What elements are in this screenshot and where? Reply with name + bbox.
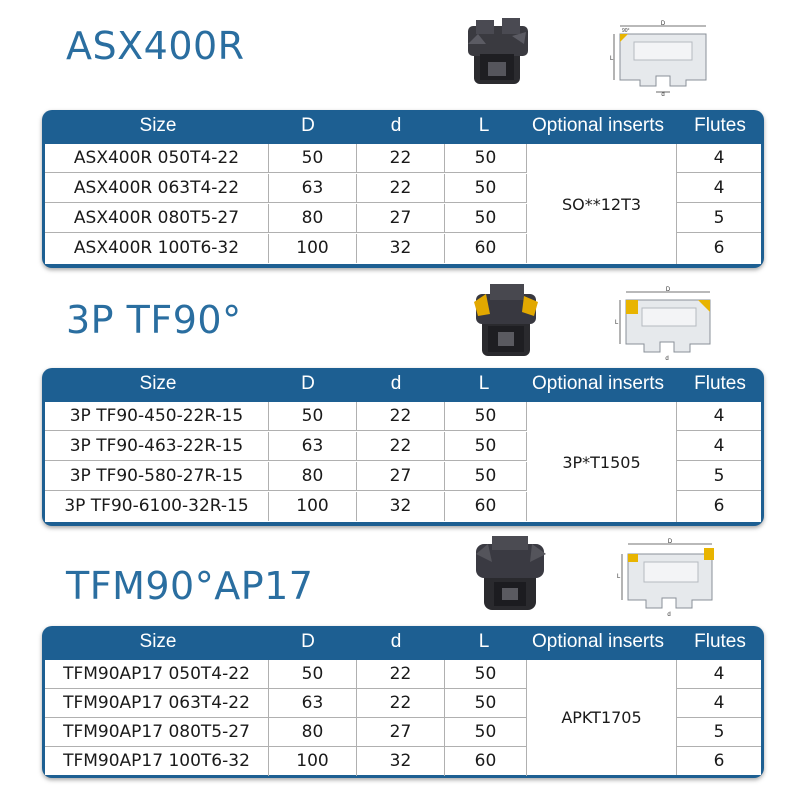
- cell-D: 50: [269, 144, 357, 173]
- table-body: [45, 402, 761, 522]
- spec-table: [42, 368, 764, 526]
- cutter-head-image: [462, 14, 536, 90]
- spec-table: [42, 626, 764, 778]
- cell-flutes: 4: [677, 402, 761, 431]
- cell-L: 50: [445, 402, 527, 431]
- table-body: [45, 660, 761, 775]
- dimension-diagram: [612, 284, 722, 362]
- cell-L: 60: [445, 492, 527, 521]
- diagram-label-L: L: [617, 574, 621, 580]
- col-header-inserts: Optional inserts: [531, 631, 664, 652]
- cell-d: 27: [357, 462, 445, 491]
- col-header-D: D: [301, 631, 315, 652]
- col-header-D: D: [301, 373, 315, 394]
- cell-size: 3P TF90-580-27R-15: [45, 462, 269, 491]
- dimension-diagram: [606, 20, 718, 96]
- cell-size: TFM90AP17 063T4-22: [45, 689, 269, 718]
- col-header-L: L: [478, 373, 490, 394]
- col-header-flutes: Flutes: [694, 373, 746, 394]
- col-header-d: d: [390, 115, 402, 136]
- cell-optional-inserts: 3P*T1505: [527, 402, 677, 522]
- cell-L: 50: [445, 689, 527, 718]
- cell-D: 80: [269, 718, 357, 747]
- col-header-size: Size: [139, 115, 177, 136]
- diagram-label-L: L: [615, 320, 619, 326]
- cell-d: 22: [357, 432, 445, 461]
- cell-size: 3P TF90-450-22R-15: [45, 402, 269, 431]
- cell-size: 3P TF90-6100-32R-15: [45, 492, 269, 521]
- cell-d: 22: [357, 402, 445, 431]
- diagram-label-D: D: [665, 287, 671, 293]
- col-header-inserts: Optional inserts: [531, 373, 664, 394]
- col-header-d: d: [390, 631, 402, 652]
- cell-size: TFM90AP17 100T6-32: [45, 747, 269, 776]
- cell-size: ASX400R 063T4-22: [45, 174, 269, 203]
- cell-d: 22: [357, 689, 445, 718]
- cell-L: 50: [445, 204, 527, 233]
- cell-flutes: 6: [713, 496, 725, 516]
- diagram-label-L: L: [610, 56, 614, 62]
- cell-size: 3P TF90-463-22R-15: [45, 432, 269, 461]
- cell-flutes: 4: [677, 144, 761, 173]
- cell-D: 50: [269, 660, 357, 689]
- cell-D: 100: [269, 234, 357, 263]
- cell-flutes: 5: [677, 462, 761, 491]
- cell-D: 80: [269, 204, 357, 233]
- cell-L: 60: [445, 234, 527, 263]
- cell-L: 50: [445, 144, 527, 173]
- col-header-flutes: Flutes: [694, 631, 746, 652]
- cell-D: 63: [269, 689, 357, 718]
- cell-d: 27: [357, 204, 445, 233]
- cell-L: 50: [445, 174, 527, 203]
- cell-flutes: 4: [677, 660, 761, 689]
- diagram-label-angle: 90°: [622, 28, 630, 34]
- cell-flutes: 5: [677, 718, 761, 747]
- cell-d: 22: [357, 144, 445, 173]
- cell-L: 50: [445, 660, 527, 689]
- cutter-head-image: [468, 530, 552, 614]
- diagram-label-D: D: [660, 21, 666, 27]
- cell-d: 32: [357, 234, 445, 263]
- col-header-size: Size: [139, 373, 177, 394]
- col-header-D: D: [301, 115, 315, 136]
- cell-L: 50: [445, 462, 527, 491]
- cell-L: 50: [445, 432, 527, 461]
- cell-d: 32: [357, 492, 445, 521]
- cell-D: 63: [269, 174, 357, 203]
- cell-L: 50: [445, 718, 527, 747]
- cell-L: 60: [445, 747, 527, 776]
- cell-size: ASX400R 100T6-32: [45, 234, 269, 263]
- diagram-label-d: d: [665, 356, 669, 362]
- cell-size: TFM90AP17 080T5-27: [45, 718, 269, 747]
- cell-d: 32: [357, 747, 445, 776]
- diagram-label-D: D: [667, 539, 673, 545]
- col-header-L: L: [478, 115, 490, 136]
- col-header-inserts: Optional inserts: [531, 115, 664, 136]
- table-body: [45, 144, 761, 264]
- cell-flutes: 6: [713, 751, 725, 771]
- table-header: [42, 368, 764, 398]
- diagram-label-d: d: [667, 612, 671, 618]
- cell-D: 100: [269, 492, 357, 521]
- spec-table: [42, 110, 764, 268]
- cell-size: ASX400R 080T5-27: [45, 204, 269, 233]
- cell-d: 27: [357, 718, 445, 747]
- cell-optional-inserts: SO**12T3: [527, 144, 677, 264]
- table-header: [42, 626, 764, 656]
- cell-D: 80: [269, 462, 357, 491]
- col-header-flutes: Flutes: [694, 115, 746, 136]
- cell-flutes: 4: [677, 174, 761, 203]
- cell-d: 22: [357, 174, 445, 203]
- section-title: ASX400R: [66, 24, 245, 68]
- cell-D: 100: [269, 747, 357, 776]
- cell-flutes: 4: [677, 432, 761, 461]
- cell-flutes: 6: [713, 238, 725, 258]
- cell-D: 50: [269, 402, 357, 431]
- col-header-d: d: [390, 373, 402, 394]
- cell-D: 63: [269, 432, 357, 461]
- cell-optional-inserts: APKT1705: [527, 660, 677, 775]
- section-title: TFM90°AP17: [66, 564, 314, 608]
- table-header: [42, 110, 764, 140]
- cell-flutes: 4: [677, 689, 761, 718]
- col-header-L: L: [478, 631, 490, 652]
- cell-flutes: 5: [677, 204, 761, 233]
- cell-size: ASX400R 050T4-22: [45, 144, 269, 173]
- cell-d: 22: [357, 660, 445, 689]
- col-header-size: Size: [139, 631, 177, 652]
- dimension-diagram: [614, 538, 724, 618]
- diagram-label-d: d: [661, 92, 665, 96]
- section-title: 3P TF90°: [66, 298, 242, 342]
- cell-size: TFM90AP17 050T4-22: [45, 660, 269, 689]
- cutter-head-image: [468, 280, 546, 360]
